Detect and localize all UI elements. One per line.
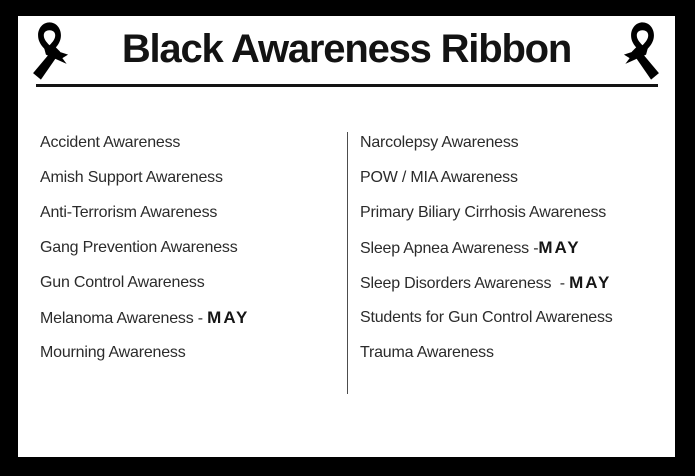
awareness-ribbon-icon: [28, 21, 71, 81]
page-title: Black Awareness Ribbon: [121, 27, 572, 71]
list-item: [40, 335, 347, 370]
poster-card: [18, 16, 675, 457]
list-column-right: [348, 125, 675, 370]
list-item: [40, 160, 347, 195]
list-item: [40, 195, 347, 230]
item-label: Accident Awareness: [40, 134, 181, 151]
list-item: [40, 300, 347, 335]
item-label: Gun Control Awareness: [40, 274, 205, 291]
list-item: [360, 265, 675, 300]
item-label: Students for Gun Control Awareness: [360, 309, 613, 326]
month-highlight: MAY: [569, 273, 612, 292]
item-label: Trauma Awareness: [360, 344, 494, 361]
list-item: [360, 335, 675, 370]
item-label: Gang Prevention Awareness: [40, 239, 238, 256]
list-item: [360, 160, 675, 195]
list-item: [40, 265, 347, 300]
item-label: Amish Support Awareness: [40, 169, 223, 186]
item-label: Narcolepsy Awareness: [360, 134, 519, 151]
item-label: POW / MIA Awareness: [360, 169, 518, 186]
month-highlight: MAY: [207, 308, 250, 327]
awareness-ribbon-icon-mirrored: [621, 21, 664, 81]
awareness-list: [18, 125, 675, 457]
title-divider: [36, 84, 658, 87]
list-item: [360, 300, 675, 335]
list-item: [360, 230, 675, 265]
list-item: [360, 125, 675, 160]
item-label: Melanoma Awareness -: [40, 310, 208, 327]
list-item: [360, 195, 675, 230]
list-item: [40, 230, 347, 265]
list-item: [40, 125, 347, 160]
month-highlight: MAY: [538, 238, 581, 257]
item-label: Primary Biliary Cirrhosis Awareness: [360, 204, 607, 221]
item-label: Sleep Disorders Awareness -: [360, 275, 570, 292]
list-column-left: [18, 125, 347, 370]
item-label: Mourning Awareness: [40, 344, 186, 361]
item-label: Sleep Apnea Awareness -: [360, 240, 539, 257]
item-label: Anti-Terrorism Awareness: [40, 204, 218, 221]
